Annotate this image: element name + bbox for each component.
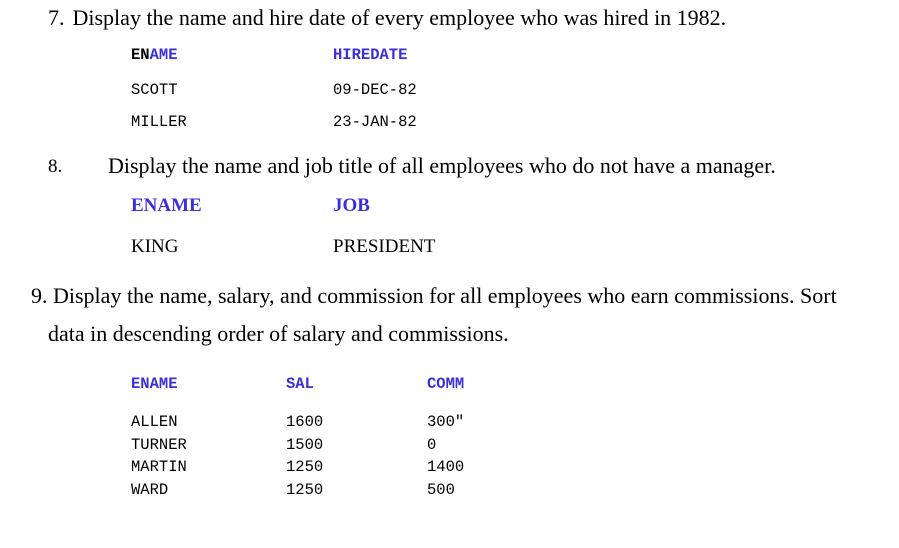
q9-header-sal: SAL bbox=[286, 375, 314, 393]
q9-row-1-comm: 300" bbox=[427, 413, 465, 431]
q7-header-hiredate: HIREDATE bbox=[333, 46, 408, 64]
q9-row-3-sal: 1250 bbox=[286, 458, 324, 476]
q7-row-2-ename: MILLER bbox=[131, 113, 187, 131]
question-7-text: Display the name and hire date of every employee who was hired in 1982. bbox=[72, 5, 727, 30]
q9-row-4-sal: 1250 bbox=[286, 481, 324, 499]
q8-row-1-ename: KING bbox=[131, 236, 179, 257]
question-8-text: Display the name and job title of all employees who do not have a manager. bbox=[108, 153, 776, 178]
q9-row-2-ename: TURNER bbox=[131, 436, 187, 454]
q7-header-ename bbox=[131, 46, 178, 64]
question-9-line-1: 9. Display the name, salary, and commission for all employees who earn commissions. Sort bbox=[31, 283, 837, 308]
q9-row-1-sal: 1600 bbox=[286, 413, 324, 431]
q9-row-4-ename: WARD bbox=[131, 481, 169, 499]
q9-row-4-comm: 500 bbox=[427, 481, 455, 499]
q8-header-ename: ENAME bbox=[131, 195, 202, 216]
q7-row-1-hiredate: 09-DEC-82 bbox=[333, 81, 417, 99]
q9-header-ename: ENAME bbox=[131, 375, 178, 393]
q8-row-1-job: PRESIDENT bbox=[333, 236, 436, 257]
q9-header-comm: COMM bbox=[427, 375, 465, 393]
q9-row-1-ename: ALLEN bbox=[131, 413, 178, 431]
q7-header-ename-part1: EN bbox=[131, 46, 150, 64]
q7-header-ename-part2: AME bbox=[149, 46, 178, 64]
question-9-line-2: data in descending order of salary and commissions. bbox=[48, 321, 509, 346]
q7-row-2-hiredate: 23-JAN-82 bbox=[333, 113, 417, 131]
q8-header-job: JOB bbox=[333, 195, 370, 216]
q7-row-1-ename: SCOTT bbox=[131, 81, 178, 99]
question-7 bbox=[48, 5, 726, 31]
q9-row-3-comm: 1400 bbox=[427, 458, 465, 476]
question-7-number: 7. bbox=[48, 5, 65, 30]
question-8-number: 8. bbox=[48, 156, 63, 177]
q9-row-2-sal: 1500 bbox=[286, 436, 324, 454]
q9-row-2-comm: 0 bbox=[427, 436, 437, 454]
q9-row-3-ename: MARTIN bbox=[131, 458, 187, 476]
